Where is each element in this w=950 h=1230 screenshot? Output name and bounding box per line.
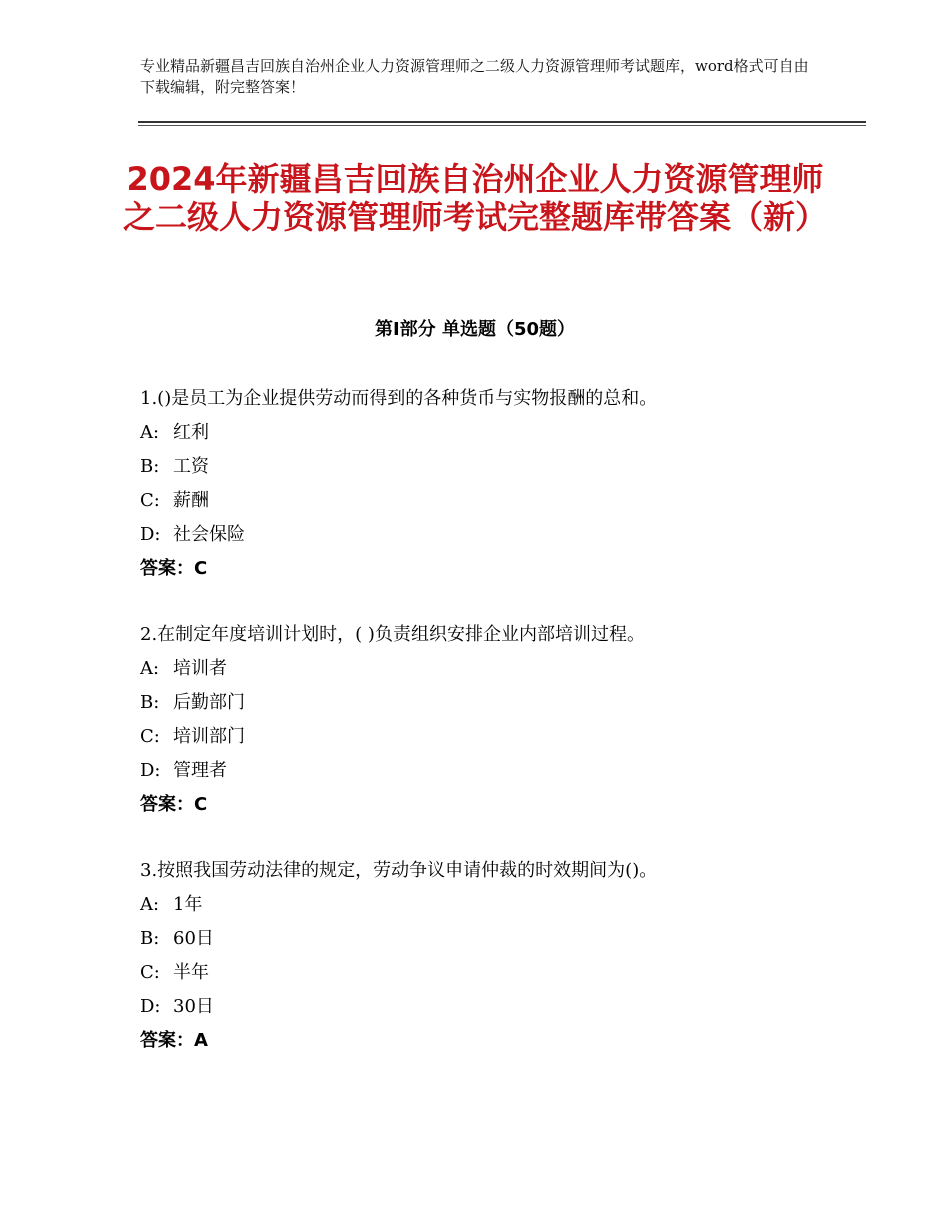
option-key: C:: [140, 490, 160, 511]
option-key: C:: [140, 962, 160, 983]
header-note: 专业精品新疆昌吉回族自治州企业人力资源管理师之二级人力资源管理师考试题库，word格式可自由下载编辑，附完整答案！: [140, 57, 809, 96]
option-a: [140, 416, 860, 450]
option-key: A:: [140, 894, 160, 915]
option-a: [140, 652, 860, 686]
option-text: 培训者: [173, 658, 227, 679]
option-text: 半年: [173, 962, 209, 983]
option-c: [140, 720, 860, 754]
option-text: 薪酬: [173, 490, 209, 511]
option-key: B:: [140, 928, 160, 949]
option-text: 30日: [173, 996, 214, 1017]
question-stem: 1.()是员工为企业提供劳动而得到的各种货币与实物报酬的总和。: [140, 388, 658, 409]
option-d: [140, 754, 860, 788]
question-stem: 2.在制定年度培训计划时，( )负责组织安排企业内部培训过程。: [140, 624, 645, 645]
option-text: 1年: [173, 894, 203, 915]
option-c: [140, 484, 860, 518]
option-d: [140, 518, 860, 552]
question-1: [140, 382, 860, 586]
header-divider-thick: [138, 121, 866, 123]
option-b: [140, 922, 860, 956]
option-a: [140, 888, 860, 922]
option-key: D:: [140, 996, 161, 1017]
option-c: [140, 956, 860, 990]
header-divider-thin: [138, 125, 866, 126]
option-key: C:: [140, 726, 160, 747]
option-text: 培训部门: [173, 726, 245, 747]
section-title: 第Ⅰ部分 单选题（50题）: [374, 319, 575, 340]
answer-line: 答案：C: [140, 558, 208, 579]
option-key: A:: [140, 422, 160, 443]
option-d: [140, 990, 860, 1024]
option-key: D:: [140, 760, 161, 781]
option-key: D:: [140, 524, 161, 545]
answer-line: 答案：A: [140, 1030, 208, 1051]
option-text: 后勤部门: [173, 692, 245, 713]
answer-line: 答案：C: [140, 794, 208, 815]
option-b: [140, 686, 860, 720]
option-key: B:: [140, 692, 160, 713]
option-text: 工资: [173, 456, 209, 477]
option-key: A:: [140, 658, 160, 679]
option-text: 社会保险: [173, 524, 245, 545]
question-list: [140, 382, 860, 1090]
question-3: [140, 854, 860, 1058]
option-text: 管理者: [173, 760, 227, 781]
option-key: B:: [140, 456, 160, 477]
question-stem: 3.按照我国劳动法律的规定，劳动争议申请仲裁的时效期间为()。: [140, 860, 658, 881]
header-divider: [138, 121, 866, 126]
option-text: 60日: [173, 928, 214, 949]
option-b: [140, 450, 860, 484]
question-2: [140, 618, 860, 822]
option-text: 红利: [173, 422, 209, 443]
document-title: 2024年新疆昌吉回族自治州企业人力资源管理师之二级人力资源管理师考试完整题库带答案（新）: [122, 160, 827, 236]
